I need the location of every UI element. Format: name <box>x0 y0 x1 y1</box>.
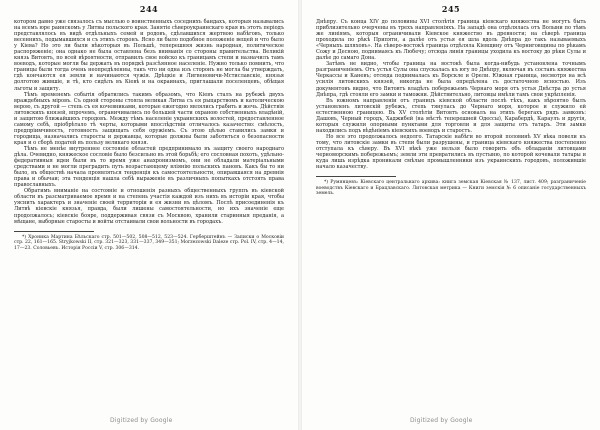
footnote <box>14 235 284 252</box>
google-watermark: Digitized by Google <box>110 417 173 424</box>
right-page <box>316 4 586 424</box>
paragraph: Обратимъ вниманіе на состояніе и отношенія разныхъ общественныхъ группъ въ кіевской области въ разсматриваемое время и на степень участія каждой изъ нихъ въ исторіи края, чтобы уяснить характеръ и значеніе своей территоріи и ея жизни въ цѣломъ. Послѣ присоединенія къ Литвѣ кіевскіе князья, правда, были лишены самостоятельности, но ихъ значеніе еще продолжалось; кіевскіе бояре, поддерживая связи съ Москвою, хранили старинныя преданія, а мѣщане, выборные старосты и войты отстаивали свои вольности въ городахъ. <box>14 188 284 225</box>
paragraph: Затѣмъ не видно, чтобы граница на востокѣ была когда-нибудь установлена точнымъ разграниченіемъ. Отъ устья Сулы она спускалась къ югу по Днѣпру, включая въ составъ княжества Черкассы и Каневъ; отсюда поднималась къ Ворскле и Орели. Южная граница, несмотря на всѣ усилія литовскихъ князей, никогда не была опредѣлена съ достаточною ясностью. Изъ документовъ видно, что Витовтъ владѣлъ побережьемъ Чернаго моря отъ устья Днѣстра до устья Днѣпра, гдѣ стояли его замки и таможни. Дѣйствительно, литовцы имѣли тамъ свои укрѣпленія. <box>316 61 586 98</box>
paragraph: Въ южномъ направленіи отъ границъ кіевской области послѣ тѣхъ, какъ вѣроятно былъ установленъ литовскій рубежъ, степь тянулась до Чернаго моря, которое и служило ей естественною границею. Въ XV столѣтіи Витовтъ основалъ на этихъ берегахъ рядъ замковъ: Дашовъ, Черный городъ, Хаджибей (на мѣстѣ теперешней Одессы), Карабердѣ, Караулъ и другія, которыя служили опорными пунктами для торговли и для защиты отъ татаръ. Эти замки находились подъ вѣдѣніемъ кіевскихъ воеводъ и старостъ. <box>316 97 586 134</box>
footnote-text: *) Хроника Мартина Бѣльскаго стр. 501—502, 508—512, 523—524. Герберштейнъ — Записки о Московіи стр. 22, 161—165. Stryjkowski II, стр. 321—323, 331—337, 349—351; Morzezowski Daleze стр. Pol. IV, стр. 4—14, 17—23. Соловьевъ. Исторія Россіи V, стр. 306—314. <box>14 234 284 251</box>
footnote-rule <box>14 231 94 232</box>
left-page <box>14 4 284 424</box>
page-body <box>316 19 586 170</box>
book-gutter <box>298 0 302 430</box>
page-number: 244 <box>139 4 159 14</box>
footnote <box>316 180 586 197</box>
footnote-rule <box>316 176 396 177</box>
paragraph: Тѣмъ временемъ событія обратились такимъ образомъ, что Кіевъ сталъ на рубежѣ двухъ враждебныхъ міровъ. Съ одной стороны стояла великая Литва съ ея рыцарствомъ и католическою верою, съ другой — степь съ ея кочевниками, которые ежегодно являлись грабить и жечь. Дѣйствія литовскихъ князей, впрочемъ, ограничивались по большей части охраною собственныхъ владѣній, и защитою ближайшихъ городовъ. Между тѣмъ населеніе украинскихъ волостей, предоставленное самому себѣ, пріобрѣтало тѣ черты, которыми впослѣдствіи отличалось казачество: смѣлость, предпріимчивость, готовность защищать себя оружіемъ. Съ этою цѣлью ставились замки и городища, назначались старосты и державцы, которые должны были заботиться о безопасности края и о сборѣ податей въ пользу великаго князя. <box>14 91 284 146</box>
paragraph: Но все это продолжалось недолго. Татарскіе набѣги во второй половинѣ XV вѣка повели къ тому, что литовскіе замки въ степи были разрушены, и граница кіевскаго княжества постепенно отступала къ сѣверу. Въ XVI вѣкѣ уже нельзя было говорить объ обладаніи литовцами черноморскимъ побережьемъ; земли эти превратились въ пустыню, по которой кочевали татары и куда лишь изрѣдка проникали смѣлые промышленники изъ украинскихъ городовъ, положившіе начало казачеству. <box>316 133 586 171</box>
page-body <box>14 19 284 225</box>
paragraph: Тѣмъ не менѣе внутреннее состояніе областей предпринимало въ защиту своего народнаго дѣла. Очевидно, княжеское сословіе было безсильно въ этой борьбѣ; его сословная похоть, удѣльно-федеративныя идеи были въ то время уже анахронизмомъ, они не обладали матеріальными средствами и не могли преградить путь возрастающему вліянію польскихъ пановъ. Какъ бы то ни было, въ обществѣ начала проявляться тенденція къ самостоятельности, опиравшаяся на древнія права и обычаи; эта тенденція нашла себѣ выраженіе въ различныхъ попыткахъ отстоять права православныхъ. <box>14 145 284 189</box>
page-number: 245 <box>441 4 461 14</box>
google-watermark: Digitized by Google <box>410 417 473 424</box>
footnote-text: *) Румянцевъ: Кіевскаго центральнаго архива: книга земская Кіевская № 137, лист. 409; разграниченіе воеводствъ Кіевскаго и Брацлавскаго. Литовская метрика — Книги земскія № 6 описаніе государственныхъ земель. <box>316 180 586 197</box>
paragraph: котором давно уже связалось съ мыслью о воинственныхъ соседнихъ бандахъ, которыя назывались на всемъ юре раинскомъ у Литвы польского края. Занятіе сѣвероукраинскаго края въ этотъ періодъ представлялось въ видѣ отдѣльныхъ семей и родовъ, сдѣлавшихся жертвою набѣговъ, только весеннихъ, подымавшихся и съ этихъ сторонъ. Ясно ли было подобное положеніе вещей и что было у Кіева? Но это ли были нѣкоторыя въ Польшѣ, теперешняя жизнь народная, политическое распоряженіе; она однако не была оставлена безъ вниманія со стороны правительства. Великій князь Витовтъ, по всей вѣроятности, отправилъ свое войско къ границамъ степи и назначилъ тамъ воеводъ, которые могли бы держать въ порядкѣ разсѣянное населеніе. Нужно только помнить, что границы были тогда очень неопредѣленны, такъ что ни одна изъ сторонъ не могла бы утверждать, гдѣ кончаются ея земли и начинаются чужія. Дрѣцкіе и Лигвеновичи-Мстиславскіе, князья долготою жившіе, и тѣ, кто сидѣлъ въ Кіевѣ и на окраинахъ, приглашали поселенцевъ, обѣщая льготы и защиту. <box>14 19 284 92</box>
paragraph: Днѣпру. Съ конца XIV до половины XVI столѣтія граница кіевскаго княжества не могутъ быть приблизительно очерчены въ трехъ направленіяхъ. На западѣ она отдѣлялась отъ Волыни по тѣмъ же линіямъ, которыя ограничивали Кіевское княжество въ древности; на сѣверѣ граница проходила по рѣкѣ Припяти, а далѣе отъ устья ея шла вдоль Днѣпра до такъ называемыхъ «Черныхъ шляховъ». На сѣверо-востокѣ граница отдѣляла Кіевщину отъ Черниговщины по рѣкамъ Сожу и Десною, поднимаясь къ Любечу; отсюда линія границы уходила къ востоку до рѣки Сулы и далѣе до самаго Дона. <box>316 19 586 62</box>
